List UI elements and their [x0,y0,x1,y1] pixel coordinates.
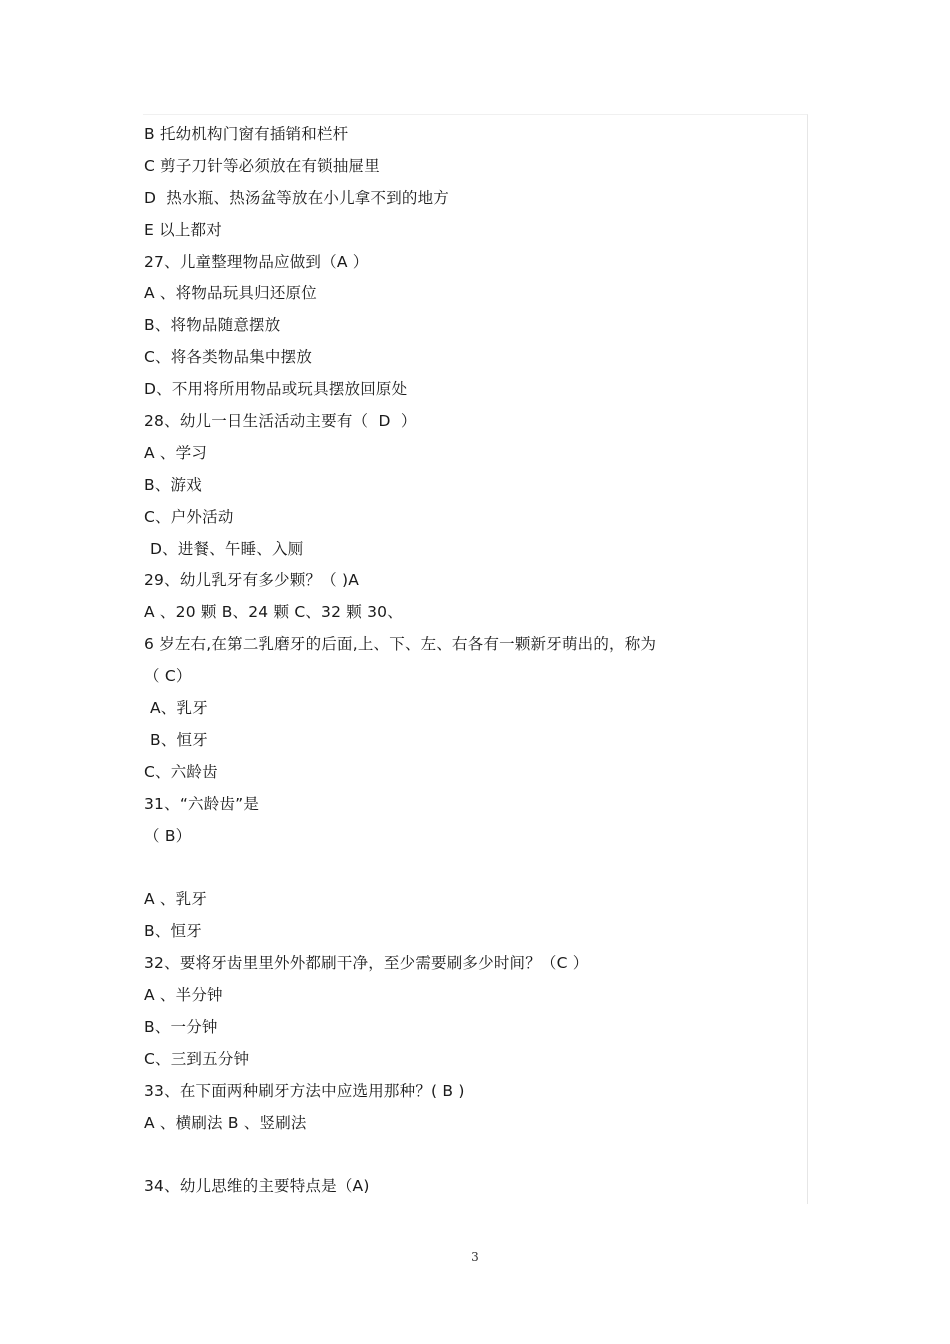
text-line: 29、幼儿乳牙有多少颗？（ )A [144,571,360,590]
text-line: A 、半分钟 [144,986,223,1005]
text-line: B、一分钟 [144,1017,218,1036]
text-line: C、六龄齿 [144,762,218,781]
text-line: B、游戏 [144,475,202,494]
text-line: D、进餐、午睡、入厕 [150,539,304,558]
text-line: 31、“六龄齿”是 [144,794,260,813]
text-line: 6 岁左右,在第二乳磨牙的后面,上、下、左、右各有一颗新牙萌出的，称为 [144,635,657,654]
text-line: A 、学习 [144,443,208,462]
text-line: 33、在下面两种刷牙方法中应选用那种？( B ) [144,1081,465,1100]
text-line: （ C） [144,667,192,686]
text-line: E 以上都对 [144,220,222,239]
text-line: C、户外活动 [144,507,234,526]
text-line: A 、乳牙 [144,890,208,909]
text-line: C、将各类物品集中摆放 [144,348,313,367]
text-line: （ B） [144,826,192,845]
blank-line [144,852,804,884]
text-line: A 、将物品玩具归还原位 [144,284,317,303]
text-line: D、不用将所用物品或玩具摆放回原处 [144,380,408,399]
text-line: 28、幼儿一日生活活动主要有（ D ） [144,412,417,431]
text-line: B、将物品随意摆放 [144,316,281,335]
text-line: C、三到五分钟 [144,1049,250,1068]
text-line: B 托幼机构门窗有插销和栏杆 [144,125,349,143]
page-number: 3 [471,1250,479,1264]
text-line: A 、横刷法 B 、竖刷法 [144,1113,307,1132]
document-body [144,119,804,1203]
text-line: 27、儿童整理物品应做到（A ） [144,252,369,271]
text-line: 34、幼儿思维的主要特点是（A) [144,1177,370,1196]
text-line: B、恒牙 [144,922,202,941]
text-line: A、乳牙 [150,699,208,718]
text-line: C 剪子刀针等必须放在有锁抽屉里 [144,156,380,175]
text-line: D 热水瓶、热汤盆等放在小儿拿不到的地方 [144,188,449,207]
text-line: 32、要将牙齿里里外外都刷干净，至少需要刷多少时间？（C ） [144,954,589,973]
text-line: B、恒牙 [150,730,208,749]
blank-line [144,1140,804,1172]
text-line: A 、20 颗 B、24 颗 C、32 颗 30、 [144,603,403,622]
